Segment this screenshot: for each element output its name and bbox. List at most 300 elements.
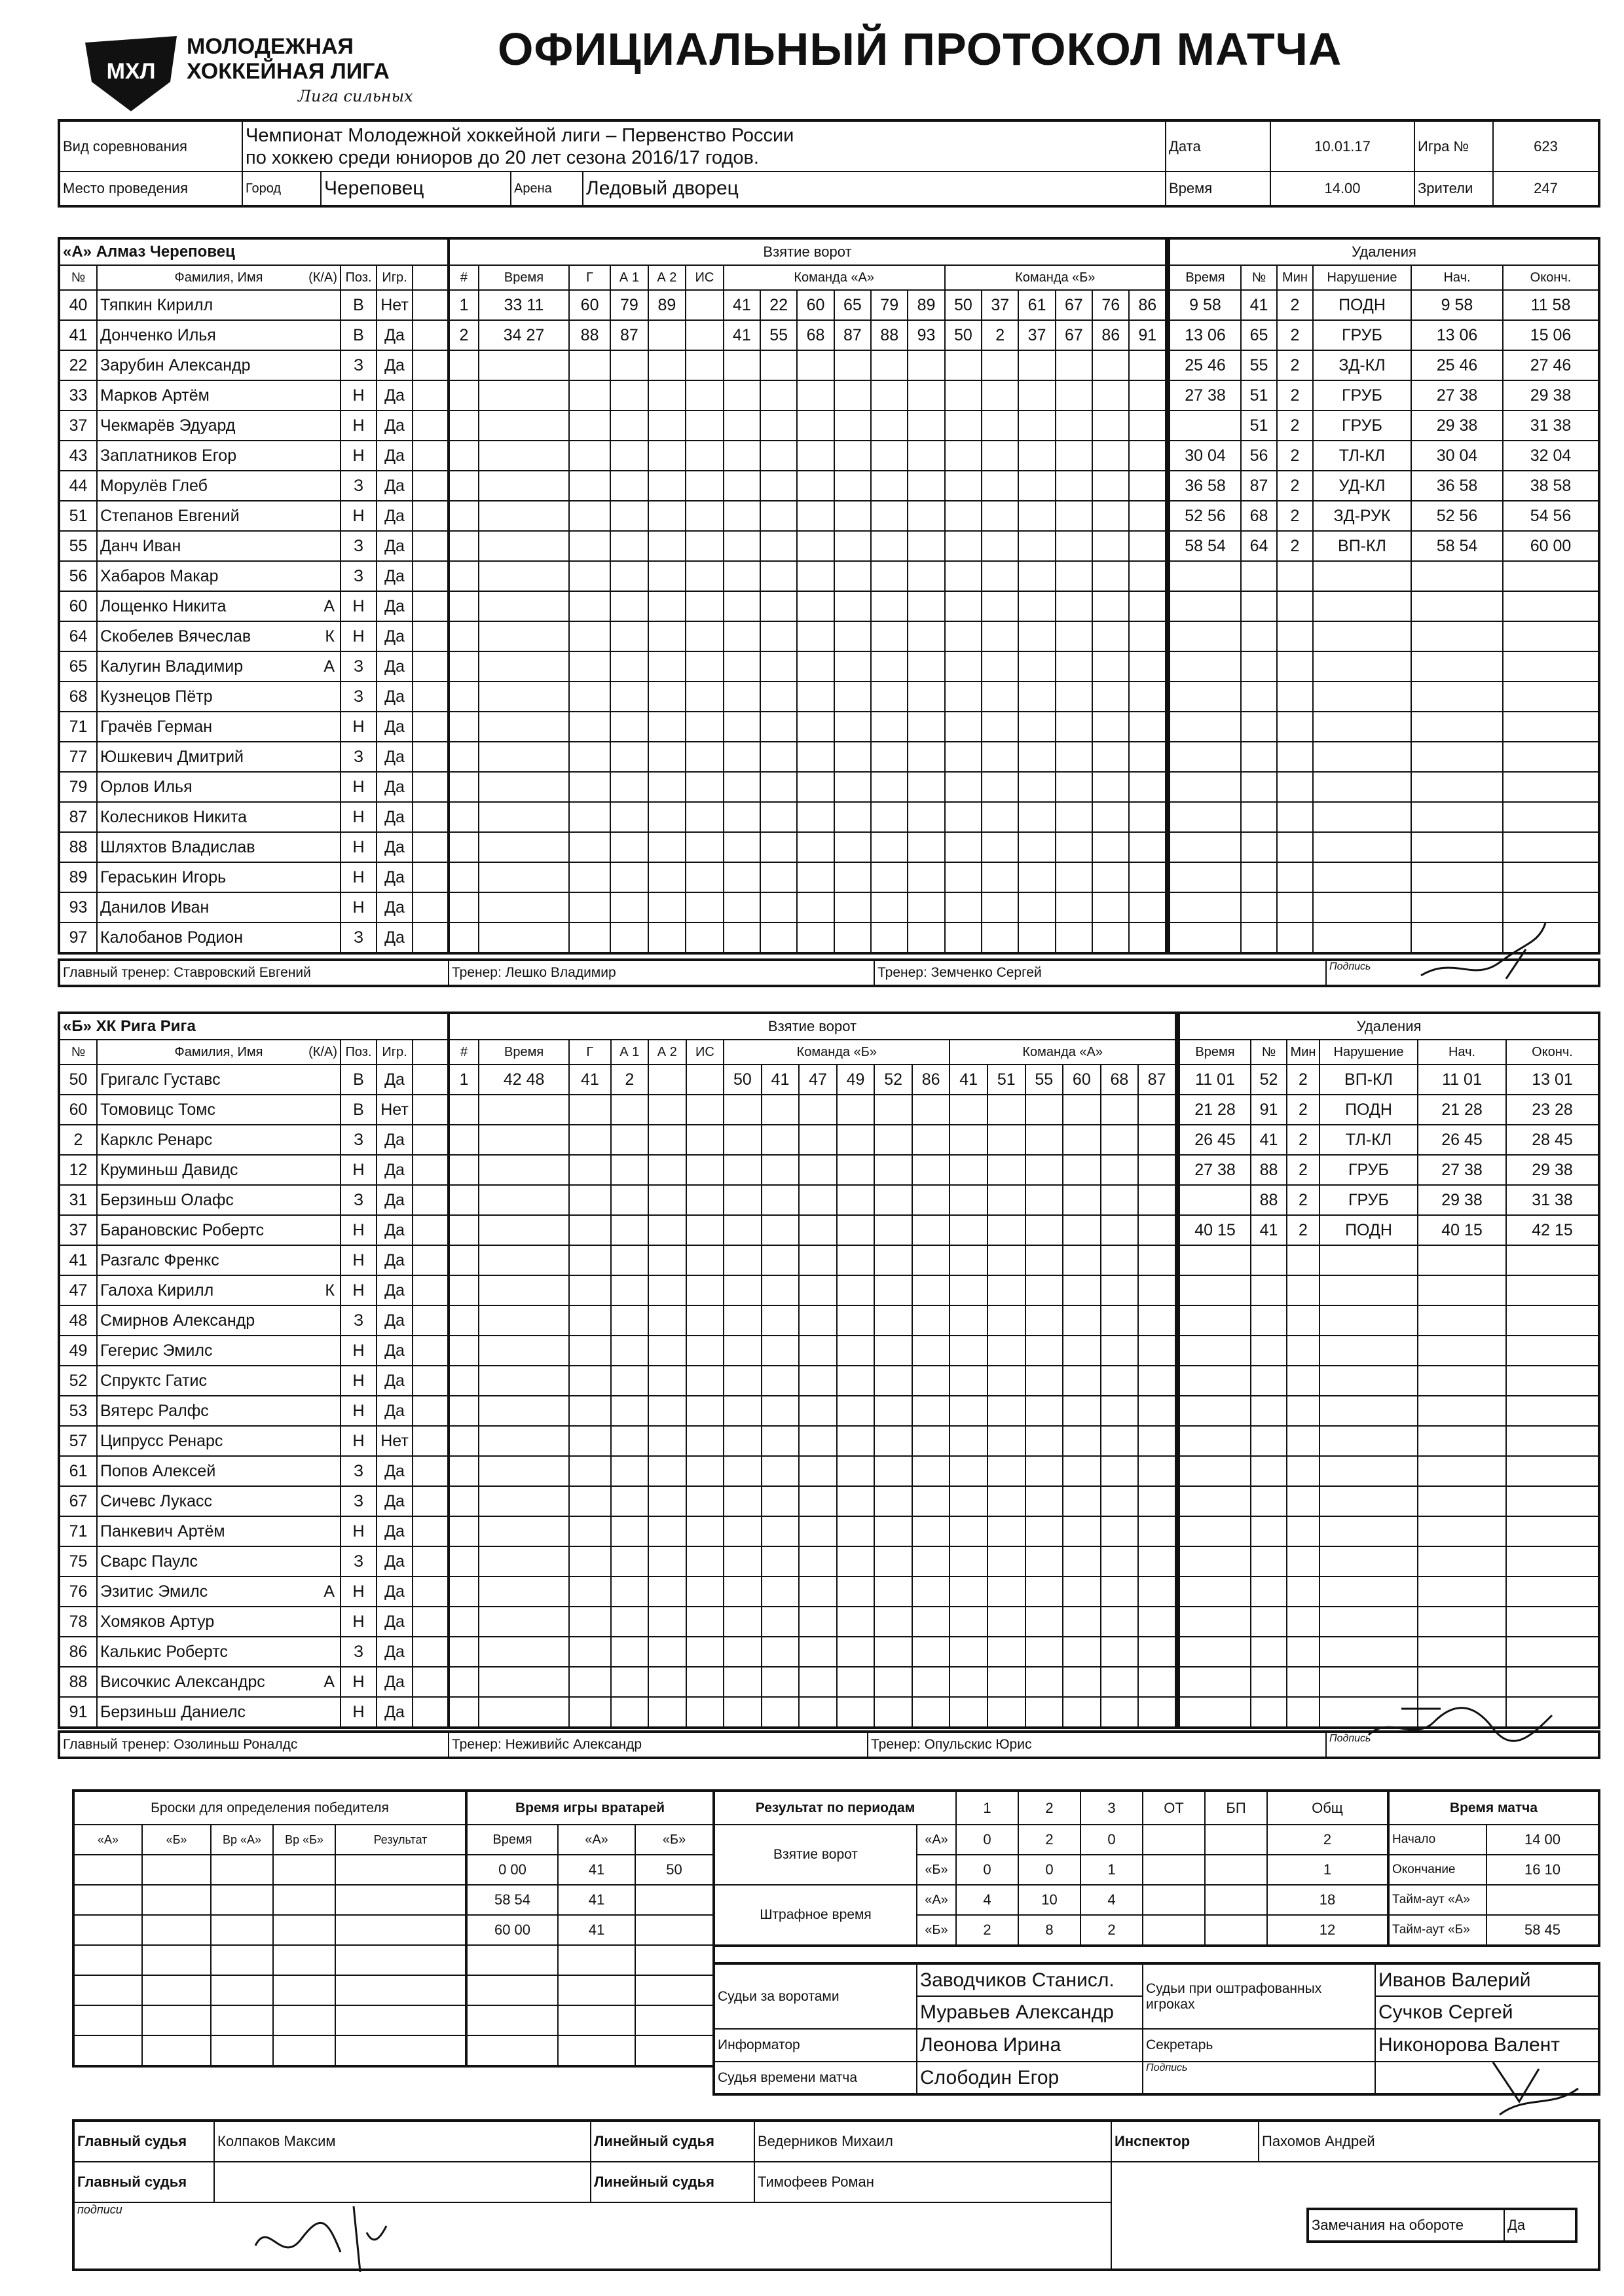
on-ice-own [871, 802, 908, 832]
on-ice-own [837, 1185, 875, 1215]
on-ice-own [912, 1305, 950, 1336]
on-ice-own [799, 1095, 837, 1125]
penalty-minutes [1287, 1546, 1320, 1576]
penalty-time [1179, 1185, 1251, 1215]
player-name: Степанов Евгений [97, 501, 341, 531]
logo-slogan: Лига сильных [298, 87, 413, 105]
penalty-minutes [1287, 1245, 1320, 1275]
goal-assist1 [610, 621, 648, 651]
on-ice-opp: 91 [1129, 320, 1166, 350]
penalty-end [1506, 1516, 1599, 1546]
penalty-row [1179, 1456, 1599, 1486]
period-gb-ot [1143, 1855, 1205, 1885]
on-ice-own [724, 1546, 762, 1576]
on-ice-opp [1092, 471, 1129, 501]
goals-title-a: Взятие ворот [449, 238, 1166, 265]
goal-judges-label: Судьи за воротами [714, 1963, 917, 2029]
goal-scorer [569, 892, 610, 922]
penalty-start: 30 04 [1411, 441, 1503, 471]
on-ice-opp [945, 832, 982, 862]
penalty-minutes [1287, 1426, 1320, 1456]
goal-scorer [569, 1396, 610, 1426]
on-ice-opp [1129, 832, 1166, 862]
col-pen-start-b: Нач. [1418, 1040, 1506, 1065]
goal-time [479, 1516, 569, 1546]
player-number: 60 [59, 591, 97, 621]
on-ice-own [837, 1366, 875, 1396]
player-number: 64 [59, 621, 97, 651]
on-ice-own [799, 1426, 837, 1456]
player-played: Да [377, 1125, 413, 1155]
penalty-time [1179, 1486, 1251, 1516]
on-ice-opp [945, 862, 982, 892]
player-number: 37 [59, 1215, 97, 1245]
on-ice-opp [1101, 1486, 1139, 1516]
goal-scorer [569, 1366, 610, 1396]
player-position: Н [341, 441, 377, 471]
player-played: Да [377, 320, 413, 350]
penalty-infraction [1313, 892, 1411, 922]
match-time-title: Время матча [1388, 1791, 1599, 1825]
on-ice-opp [1138, 1336, 1176, 1366]
goal-assist2 [648, 471, 686, 501]
goal-assist1 [610, 742, 648, 772]
team-a-sign-label: Подпись [1326, 960, 1599, 986]
on-ice-opp [945, 712, 982, 742]
penalty-infraction [1313, 682, 1411, 712]
goal-assist1 [611, 1516, 649, 1546]
goal-scorer [569, 1426, 610, 1456]
on-ice-own [908, 561, 944, 591]
col-goal-b: Г [569, 1040, 610, 1065]
player-extra [413, 802, 449, 832]
logo-line1: МОЛОДЕЖНАЯ [187, 34, 354, 59]
on-ice-own [760, 862, 797, 892]
informer-label: Информатор [714, 2029, 917, 2062]
penalty-player [1251, 1426, 1287, 1456]
penalty-time: 30 04 [1169, 441, 1241, 471]
goal-time [479, 350, 569, 380]
player-number: 41 [59, 320, 97, 350]
penalty-player [1241, 922, 1277, 953]
penalty-start: 29 38 [1418, 1185, 1506, 1215]
on-ice-opp [982, 501, 1018, 531]
on-ice-own [799, 1637, 837, 1667]
goal-scorer [569, 682, 610, 712]
on-ice-opp [1092, 501, 1129, 531]
on-ice-own [760, 350, 797, 380]
on-ice-own [724, 892, 760, 922]
goal-situation [686, 410, 723, 441]
player-number: 76 [59, 1576, 97, 1607]
player-extra [413, 1155, 449, 1185]
on-ice-opp [1092, 862, 1129, 892]
penalty-row [1179, 1396, 1599, 1426]
goal-situation [686, 1305, 724, 1336]
on-ice-opp [987, 1667, 1025, 1697]
on-ice-opp [1056, 651, 1092, 682]
player-row [59, 290, 449, 320]
penalty-time [1169, 712, 1241, 742]
on-ice-opp [1129, 380, 1166, 410]
on-ice-opp [1025, 1155, 1063, 1185]
on-ice-own [912, 1215, 950, 1245]
on-ice-opp: 86 [1129, 290, 1166, 320]
logo-abbr: МХЛ [106, 59, 156, 84]
player-extra [413, 922, 449, 953]
player-number: 71 [59, 1516, 97, 1546]
on-ice-opp [982, 561, 1018, 591]
player-played: Да [377, 682, 413, 712]
on-ice-opp: 86 [1092, 320, 1129, 350]
penalty-row [1169, 350, 1599, 380]
on-ice-own: 88 [871, 320, 908, 350]
on-ice-opp [950, 1607, 987, 1637]
penalty-end: 31 38 [1503, 410, 1599, 441]
goal-row [449, 320, 1166, 350]
penalty-end [1503, 712, 1599, 742]
player-number: 56 [59, 561, 97, 591]
penalty-row [1179, 1215, 1599, 1245]
on-ice-own: 41 [724, 290, 760, 320]
on-ice-own [834, 892, 871, 922]
on-ice-opp [1018, 380, 1055, 410]
penalty-player [1241, 651, 1277, 682]
goal-assist1 [611, 1215, 649, 1245]
player-name: Морулёв Глеб [97, 471, 341, 501]
goal-assist2 [648, 380, 686, 410]
goal-assist1 [611, 1637, 649, 1667]
player-position: Н [341, 1275, 377, 1305]
on-ice-own [724, 1486, 762, 1516]
on-ice-opp [1018, 531, 1055, 561]
penalty-start: 13 06 [1411, 320, 1503, 350]
penalty-time [1179, 1667, 1251, 1697]
penalty-player [1241, 682, 1277, 712]
on-ice-own [724, 772, 760, 802]
on-ice-own [724, 1095, 762, 1125]
penalty-end [1506, 1576, 1599, 1607]
penalty-start [1418, 1637, 1506, 1667]
penalty-time [1179, 1275, 1251, 1305]
player-position: Н [341, 1667, 377, 1697]
on-ice-own [908, 772, 944, 802]
player-extra [413, 651, 449, 682]
goal-time [479, 1305, 569, 1336]
pen-judge-1: Иванов Валерий [1375, 1963, 1599, 1996]
col-pen-num: № [1241, 265, 1277, 290]
on-ice-opp [1092, 531, 1129, 561]
goal-assist2 [648, 1305, 686, 1336]
on-ice-own [762, 1305, 800, 1336]
penalty-minutes: 2 [1287, 1065, 1320, 1095]
col-pen-inf-b: Нарушение [1320, 1040, 1418, 1065]
on-ice-own [874, 1486, 912, 1516]
goal-row [449, 621, 1166, 651]
on-ice-own [837, 1607, 875, 1637]
penalty-player: 41 [1251, 1125, 1287, 1155]
on-ice-own [874, 1697, 912, 1728]
on-ice-opp [982, 441, 1018, 471]
goal-assist1 [611, 1426, 649, 1456]
on-ice-own [762, 1486, 800, 1516]
player-extra [413, 1065, 449, 1095]
on-ice-opp [950, 1245, 987, 1275]
on-ice-own [760, 712, 797, 742]
goal-assist2 [648, 892, 686, 922]
on-ice-own [724, 380, 760, 410]
penalty-end [1503, 651, 1599, 682]
on-ice-opp [1025, 1456, 1063, 1486]
on-ice-opp [1018, 802, 1055, 832]
spectators-value: 247 [1493, 172, 1599, 206]
on-ice-opp [982, 862, 1018, 892]
on-ice-opp [987, 1215, 1025, 1245]
goal-situation [686, 1065, 724, 1095]
penalty-row [1169, 621, 1599, 651]
on-ice-own [724, 1697, 762, 1728]
on-ice-opp [1129, 772, 1166, 802]
on-ice-opp [950, 1125, 987, 1155]
on-ice-own [799, 1215, 837, 1245]
penalty-row [1169, 410, 1599, 441]
player-position: З [341, 1185, 377, 1215]
player-extra [413, 320, 449, 350]
penalty-player: 41 [1241, 290, 1277, 320]
on-ice-opp [1129, 621, 1166, 651]
penalty-infraction [1320, 1576, 1418, 1607]
player-played: Нет [377, 290, 413, 320]
penalty-minutes [1277, 922, 1313, 953]
goal-assist1 [611, 1125, 649, 1155]
player-row [59, 1185, 449, 1215]
on-ice-own [797, 471, 834, 501]
shootout-title: Броски для определения победителя [73, 1791, 466, 1825]
player-number: 67 [59, 1486, 97, 1516]
on-ice-opp [945, 471, 982, 501]
penalty-row [1169, 772, 1599, 802]
line2-label: Линейный судья [591, 2162, 754, 2202]
on-ice-own [912, 1576, 950, 1607]
penalty-start: 26 45 [1418, 1125, 1506, 1155]
player-played: Да [377, 1336, 413, 1366]
goal-assist1 [610, 651, 648, 682]
penalty-player: 55 [1241, 350, 1277, 380]
on-ice-own [874, 1185, 912, 1215]
penalty-minutes [1277, 832, 1313, 862]
goal-row [449, 1516, 1176, 1546]
player-number: 89 [59, 862, 97, 892]
goal-situation [686, 320, 723, 350]
on-ice-opp [1018, 682, 1055, 712]
on-ice-own [797, 742, 834, 772]
player-played: Да [377, 1576, 413, 1607]
penalty-minutes: 2 [1277, 471, 1313, 501]
penalty-row [1169, 561, 1599, 591]
penalty-infraction [1313, 742, 1411, 772]
inspector-label: Инспектор [1111, 2121, 1259, 2162]
penalty-minutes [1287, 1486, 1320, 1516]
goal-row [449, 1275, 1176, 1305]
on-ice-own [760, 531, 797, 561]
penalty-row [1169, 651, 1599, 682]
player-row [59, 1366, 449, 1396]
goal-time [479, 862, 569, 892]
player-position: З [341, 1486, 377, 1516]
goal-scorer [569, 1697, 610, 1728]
on-ice-opp [1018, 922, 1055, 953]
goal-assist1 [610, 772, 648, 802]
penalty-minutes: 2 [1287, 1215, 1320, 1245]
on-ice-own [908, 892, 944, 922]
penalty-start: 9 58 [1411, 290, 1503, 320]
goalie-a: 41 [558, 1855, 635, 1885]
goal-assist2 [648, 1486, 686, 1516]
player-extra [413, 832, 449, 862]
penalty-start [1411, 682, 1503, 712]
goal-assist2 [648, 1396, 686, 1426]
on-ice-own [724, 832, 760, 862]
penalty-player [1241, 832, 1277, 862]
penalty-time: 9 58 [1169, 290, 1241, 320]
on-ice-own [724, 651, 760, 682]
player-name: Зарубин Александр [97, 350, 341, 380]
on-ice-own [724, 531, 760, 561]
goal-assist2 [648, 531, 686, 561]
player-name: Грачёв Герман [97, 712, 341, 742]
goal-row [449, 922, 1166, 953]
player-number: 48 [59, 1305, 97, 1336]
player-extra [413, 1095, 449, 1125]
penalty-start [1418, 1456, 1506, 1486]
penalty-infraction: ГРУБ [1313, 410, 1411, 441]
on-ice-own [908, 350, 944, 380]
on-ice-opp [1056, 862, 1092, 892]
player-row [59, 682, 449, 712]
on-ice-own [837, 1486, 875, 1516]
goal-scorer [569, 501, 610, 531]
on-ice-own [834, 380, 871, 410]
penalty-time: 26 45 [1179, 1125, 1251, 1155]
player-played: Да [377, 350, 413, 380]
on-ice-own [760, 471, 797, 501]
on-ice-own [724, 1185, 762, 1215]
goal-time [479, 1697, 569, 1728]
col-no: № [59, 265, 97, 290]
goal-row [449, 832, 1166, 862]
on-ice-own: 47 [799, 1065, 837, 1095]
ref1: Колпаков Максим [214, 2121, 591, 2162]
player-played: Да [377, 862, 413, 892]
player-row [59, 1667, 449, 1697]
player-extra [413, 772, 449, 802]
on-ice-own [874, 1095, 912, 1125]
player-position: З [341, 471, 377, 501]
on-ice-own [834, 772, 871, 802]
goal-assist2 [648, 1245, 686, 1275]
penalty-infraction [1320, 1456, 1418, 1486]
goal-scorer: 41 [569, 1065, 610, 1095]
on-ice-opp [1138, 1305, 1176, 1336]
goal-assist2 [648, 621, 686, 651]
on-ice-own: 50 [724, 1065, 762, 1095]
player-position: Н [341, 1215, 377, 1245]
goal-situation [686, 561, 723, 591]
player-played: Да [377, 1607, 413, 1637]
on-ice-own [837, 1095, 875, 1125]
period-title: Результат по периодам [714, 1791, 956, 1825]
player-played: Да [377, 1546, 413, 1576]
goal-assist2 [648, 742, 686, 772]
on-ice-own [837, 1697, 875, 1728]
timekeeper: Слободин Егор [917, 2062, 1143, 2094]
on-ice-opp [945, 682, 982, 712]
penalty-infraction [1313, 832, 1411, 862]
on-ice-opp [1056, 561, 1092, 591]
on-ice-opp [1101, 1516, 1139, 1546]
signature-team-b [1362, 1689, 1559, 1755]
player-position: З [341, 561, 377, 591]
on-ice-opp [1056, 531, 1092, 561]
on-ice-own [837, 1426, 875, 1456]
player-row [59, 1697, 449, 1728]
player-row [59, 832, 449, 862]
col-no-b: № [59, 1040, 97, 1065]
player-name: Скобелев Вячеслав К [97, 621, 341, 651]
on-ice-opp [987, 1456, 1025, 1486]
penalty-start [1418, 1607, 1506, 1637]
on-ice-opp [1063, 1486, 1101, 1516]
player-position: В [341, 1095, 377, 1125]
penalty-infraction [1320, 1546, 1418, 1576]
goal-time: 33 11 [479, 290, 569, 320]
penalty-infraction [1313, 591, 1411, 621]
goal-scorer [569, 862, 610, 892]
penalty-start: 52 56 [1411, 501, 1503, 531]
player-row [59, 1155, 449, 1185]
match-header [58, 119, 1600, 208]
on-ice-opp [1025, 1185, 1063, 1215]
penalty-start [1411, 651, 1503, 682]
goal-situation [686, 621, 723, 651]
goal-num [449, 742, 479, 772]
goal-time [479, 1667, 569, 1697]
on-ice-own [760, 441, 797, 471]
penalty-infraction [1313, 922, 1411, 953]
goalie-h-a: «А» [558, 1825, 635, 1855]
on-ice-opp [1063, 1607, 1101, 1637]
goal-situation [686, 1125, 724, 1155]
on-ice-opp [1092, 561, 1129, 591]
on-ice-opp: 51 [987, 1065, 1025, 1095]
on-ice-opp [950, 1215, 987, 1245]
on-ice-own [874, 1396, 912, 1426]
penalty-time [1169, 802, 1241, 832]
goal-row [449, 471, 1166, 501]
on-ice-opp [1018, 441, 1055, 471]
on-ice-own [871, 621, 908, 651]
period-pa-3: 4 [1080, 1885, 1143, 1915]
player-position: З [341, 1305, 377, 1336]
on-ice-opp [1018, 591, 1055, 621]
goalie-time-table [465, 1789, 715, 2068]
player-row [59, 1546, 449, 1576]
on-ice-opp [1101, 1667, 1139, 1697]
goal-row [449, 1366, 1176, 1396]
on-ice-opp [1018, 561, 1055, 591]
penalty-time [1169, 922, 1241, 953]
on-ice-own [762, 1637, 800, 1667]
